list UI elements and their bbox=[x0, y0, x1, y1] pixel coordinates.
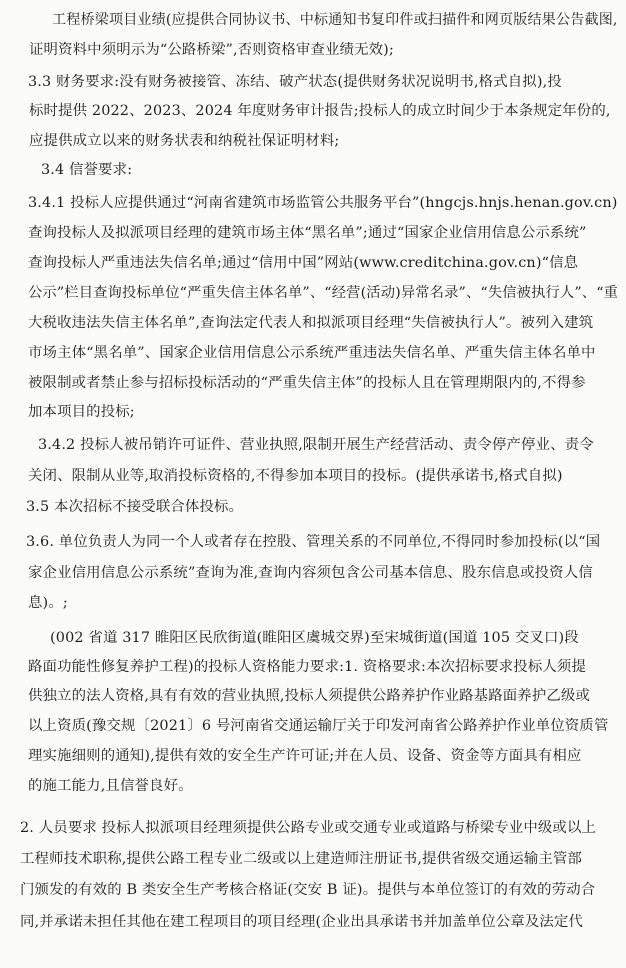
text-line-18: 3.6. 单位负责人为同一个人或者存在控股、管理关系的不同单位,不得同时参加投标(以“国 bbox=[26, 534, 601, 550]
text-line-14: 加本项目的投标; bbox=[28, 404, 135, 420]
text-line-8: 查询投标人及拟派项目经理的建筑市场主体“黑名单”;通过“国家企业信用信息公示系统” bbox=[28, 225, 587, 241]
text-line-29: 门颁发的有效的 B 类安全生产考核合格证(交安 B 证)。提供与本单位签订的有效的劳动合 bbox=[20, 882, 596, 898]
text-line-19: 家企业信用信息公示系统”查询为准,查询内容须包含公司基本信息、股东信息或投资人信 bbox=[28, 565, 593, 581]
text-line-21: (002 省道 317 睢阳区民欣街道(睢阳区虞城交界)至宋城街道(国道 105 交叉口)段 bbox=[50, 630, 579, 646]
text-line-2: 证明资料中须明示为“公路桥梁”,否则资格审查业绩无效); bbox=[29, 42, 394, 58]
text-line-20: 息)。; bbox=[28, 595, 68, 611]
text-line-9: 查询投标人严重违法失信名单;通过“信用中国”网站(www.creditchina.gov.cn)“信息 bbox=[28, 255, 579, 271]
text-line-15: 3.4.2 投标人被吊销许可证件、营业执照,限制开展生产经营活动、责令停产停业、责令 bbox=[38, 437, 594, 453]
text-line-25: 理实施细则的通知),提供有效的安全生产许可证;并在人员、设备、资金等方面具有相应 bbox=[28, 748, 582, 764]
text-line-10: 公示”栏目查询投标单位“严重失信主体名单”、“经营(活动)异常名录”、“失信被执行人”、“重 bbox=[28, 285, 619, 301]
text-line-28: 工程师技术职称,提供公路工程专业二级或以上建造师注册证书,提供省级交通运输主管部 bbox=[20, 851, 582, 867]
text-line-30: 同,并承诺未担任其他在建工程项目的项目经理(企业出具承诺书并加盖单位公章及法定代 bbox=[20, 914, 584, 930]
text-line-11: 大税收违法失信主体名单”,查询法定代表人和拟派项目经理“失信被执行人”。被列入建筑 bbox=[28, 315, 594, 331]
text-line-12: 市场主体“黑名单”、国家企业信用信息公示系统严重违法失信名单、严重失信主体名单中 bbox=[28, 345, 596, 361]
text-line-17: 3.5 本次招标不接受联合体投标。 bbox=[26, 499, 244, 515]
text-line-22: 路面功能性修复养护工程)的投标人资格能力要求:1. 资格要求:本次招标要求投标人须提 bbox=[28, 659, 586, 675]
text-line-26: 的施工能力,且信誉良好。 bbox=[28, 778, 193, 794]
text-line-24: 以上资质(豫交规〔2021〕6 号河南省交通运输厅关于印发河南省公路养护作业单位资质管 bbox=[28, 718, 609, 734]
text-line-5: 应提供成立以来的财务状表和纳税社保证明材料; bbox=[29, 133, 340, 149]
text-line-23: 供独立的法人资格,具有有效的营业执照,投标人须提供公路养护作业路基路面养护乙级或 bbox=[28, 688, 590, 704]
text-line-6: 3.4 信誉要求: bbox=[41, 162, 133, 178]
text-line-4: 标时提供 2022、2023、2024 年度财务审计报告;投标人的成立时间少于本条规定年份的, bbox=[29, 103, 611, 119]
text-line-7: 3.4.1 投标人应提供通过“河南省建筑市场监管公共服务平台”(hngcjs.hnjs.henan.gov.cn) bbox=[28, 195, 618, 211]
text-line-27: 2. 人员要求 投标人拟派项目经理须提供公路专业或交通专业或道路与桥梁专业中级或以上 bbox=[20, 820, 597, 836]
text-line-16: 关闭、限制从业等,取消投标资格的,不得参加本项目的投标。(提供承诺书,格式自拟) bbox=[28, 468, 563, 484]
text-line-13: 被限制或者禁止参与招标投标活动的“严重失信主体”的投标人且在管理期限内的,不得参 bbox=[28, 375, 586, 391]
text-line-3: 3.3 财务要求:没有财务被接管、冻结、破产状态(提供财务状况说明书,格式自拟),投 bbox=[28, 74, 562, 90]
text-line-1: 工程桥梁项目业绩(应提供合同协议书、中标通知书复印件或扫描件和网页版结果公告截图, bbox=[52, 12, 618, 28]
